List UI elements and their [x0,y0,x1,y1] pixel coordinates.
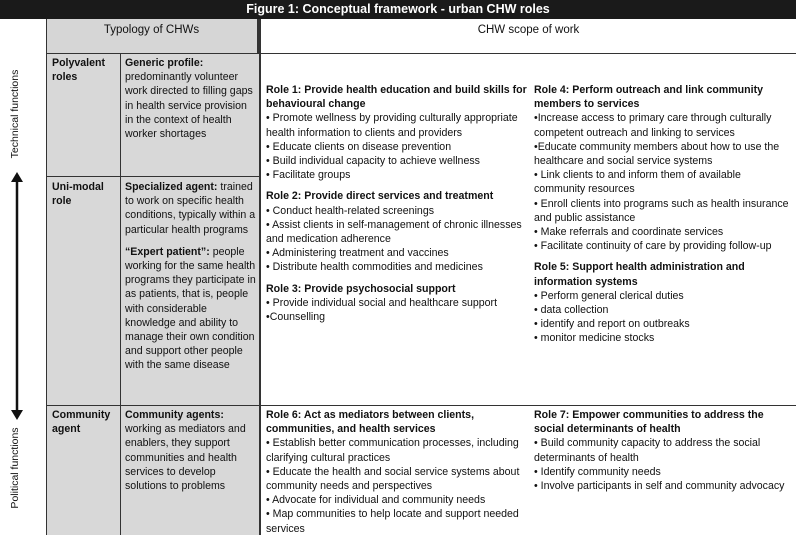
role-title: Role 6: Act as mediators between clients, communities, and health services [266,409,475,436]
desc-body: predominantly volunteer work directed to filling gaps in health service provision in the context of health worker shortages [125,71,253,141]
role-7 [534,408,792,493]
role-1 [266,83,528,182]
roles-left-column [266,83,528,324]
row-desc-unimodal [125,180,257,373]
role-item: • Build individual capacity to achieve wellness [266,155,480,168]
role-item: • Facilitate groups [266,169,351,182]
role-item: • Promote wellness by providing culturally appropriate health information to clients and providers [266,112,518,139]
role-item: • monitor medicine stocks [534,332,655,345]
role-item: • Link clients to and inform them of available community resources [534,169,741,196]
role-item: • Distribute health commodities and medicines [266,261,483,274]
role-item: • Advocate for individual and community needs [266,494,486,507]
role-item: •Educate community members about how to use the healthcare and social service systems [534,140,780,168]
row-name-polyvalent: Polyvalent roles [52,57,105,84]
role-item: • Educate the health and social service systems about community needs and perspectives [266,465,520,493]
role-item: • Involve participants in self and community advocacy [534,480,785,493]
role-2 [266,189,528,274]
desc-title: Generic profile: [125,57,204,69]
role-title: Role 5: Support health administration and information systems [534,261,745,288]
political-functions-label: Political functions [9,427,21,509]
row-desc-polyvalent [125,56,257,141]
role-title: Role 7: Empower communities to address the social determinants of health [534,409,764,436]
role-item: • identify and report on outbreaks [534,318,690,331]
divider [46,19,47,535]
role-item: •Counselling [266,311,326,324]
role-4 [534,83,792,253]
desc-title: “Expert patient”: [125,245,210,258]
desc-body: people working for the same health programs they participate in as patients, that is, people with considerable knowledge and ability to manage their own condition and support other people with the same disease [125,245,256,372]
double-arrow-icon [10,172,24,420]
role-item: • Build community capacity to address the social determinants of health [534,437,761,464]
role-item: • Perform general clerical duties [534,289,684,302]
role-item: • Identify community needs [534,465,661,478]
desc-title: Specialized agent: [125,181,218,193]
role-item: • Administering treatment and vaccines [266,247,449,260]
role-item: • Facilitate continuity of care by providing follow-up [534,240,772,253]
role-title: Role 3: Provide psychosocial support [266,282,456,295]
desc-body: working as mediators and enablers, they support communities and health services to develop solutions to problems [125,423,246,493]
role-item: • Make referrals and coordinate services [534,226,724,239]
row-name-unimodal: Uni-modal role [52,181,104,208]
typology-header [46,19,259,53]
role-3 [266,282,528,325]
role-title: Role 4: Perform outreach and link community members to services [534,84,763,111]
role-item: • Conduct health-related screenings [266,204,435,217]
role-5 [534,260,792,345]
technical-functions-label: Technical functions [9,69,21,159]
scope-header-label: CHW scope of work [477,24,580,36]
role-title: Role 2: Provide direct services and treatment [266,190,494,203]
role-item: • Map communities to help locate and support needed services [266,508,519,535]
role-item: • Educate clients on disease prevention [266,140,452,153]
row-desc-community [125,408,257,493]
figure-title: Figure 1: Conceptual framework - urban CHW roles [0,0,796,19]
role-item: •Increase access to primary care through culturally competent outreach and linking to services [534,112,772,139]
typology-header-label: Typology of CHWs [103,24,200,36]
divider [46,53,796,54]
divider [46,176,259,177]
divider [46,405,796,406]
role-item: • Establish better communication processes, including clarifying cultural practices [266,437,519,464]
role-item: • data collection [534,304,609,317]
divider [259,19,261,535]
role-item: • Enroll clients into programs such as health insurance and public assistance [534,197,789,224]
scope-header [261,19,796,53]
desc-body: trained to work on specific health conditions, typically within a particular health programs [125,181,256,236]
roles-right-column [534,83,792,346]
role-6 [266,408,528,536]
role-item: • Provide individual social and healthcare support [266,296,498,309]
role-item: • Assist clients in self-management of chronic illnesses and medication adherence [266,218,522,246]
divider [120,53,121,535]
row-name-community: Community agent [52,409,111,436]
role-title: Role 1: Provide health education and build skills for behavioural change [266,84,527,111]
desc-title: Community agents: [125,409,224,421]
